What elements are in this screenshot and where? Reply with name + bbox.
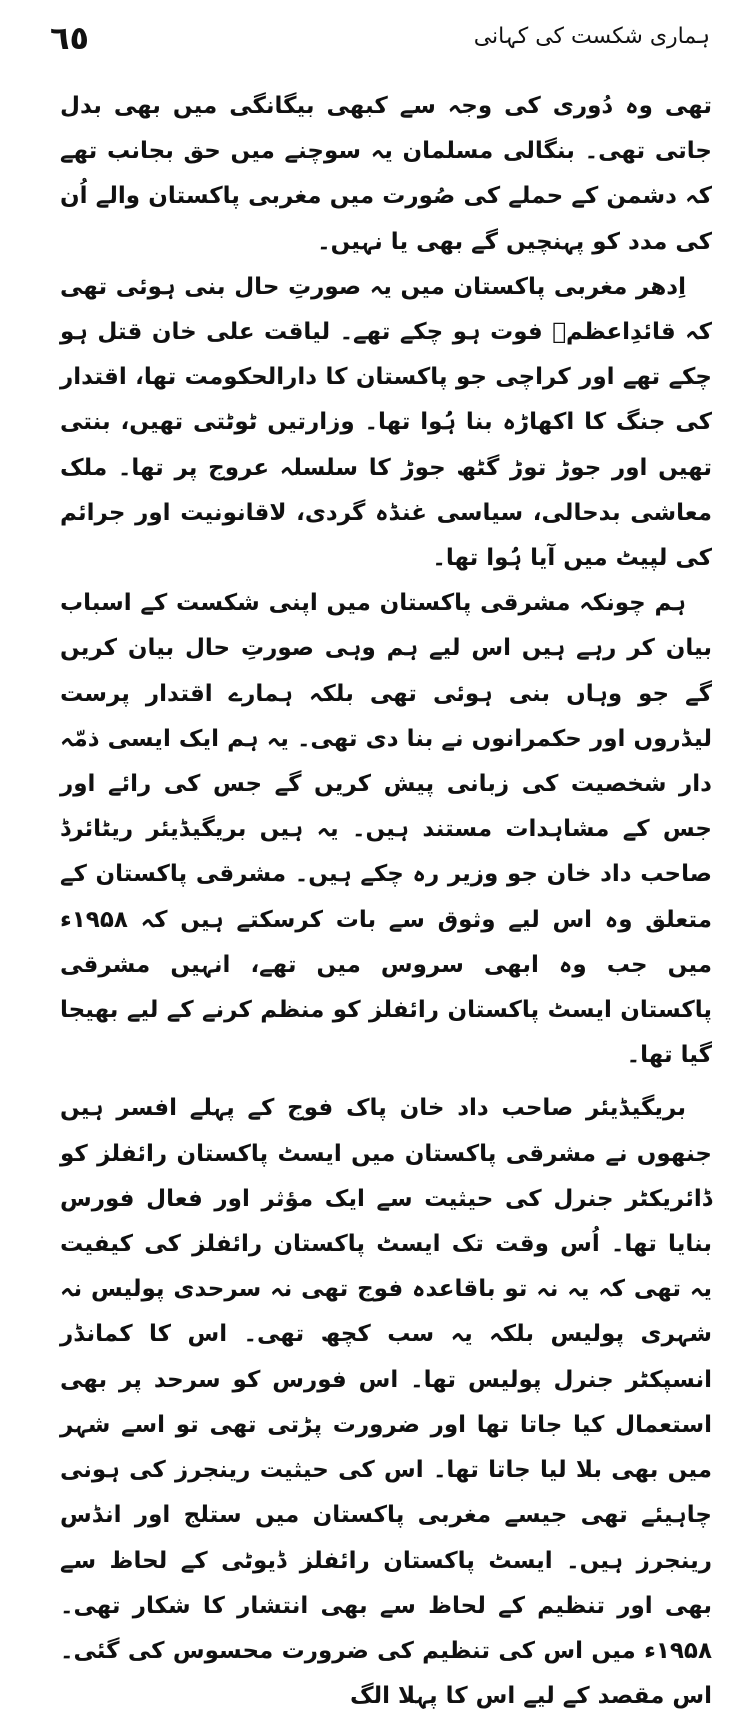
paragraph: اِدھر مغربی پاکستان میں یہ صورتِ حال بنی ہوئی تھی کہ قائدِاعظمؒ فوت ہو چکے تھے۔ لیاقت علی خان قتل ہو چکے تھے اور کراچی جو پاکستان کا دارالحکومت تھا، اقتدار کی جنگ کا اکھاڑہ بنا ہُوا تھا۔ وزارتیں ٹوٹتی تھیں، بنتی تھیں اور جوڑ توڑ گٹھ جوڑ کا سلسلہ عروج پر تھا۔ ملک معاشی بدحالی، سیاسی غنڈہ گردی، لاقانونیت اور جرائم کی لپیٹ میں آیا ہُوا تھا۔ <box>60 273 712 572</box>
paragraph: تھی وہ دُوری کی وجہ سے کبھی بیگانگی میں بھی بدل جاتی تھی۔ بنگالی مسلمان یہ سوچنے میں حق بجانب تھے کہ دشمن کے حملے کی صُورت میں مغربی پاکستان والے اُن کی مدد کو پہنچیں گے بھی یا نہیں۔ <box>60 93 712 255</box>
body-text <box>60 84 712 1719</box>
paragraph: ہم چونکہ مشرقی پاکستان میں اپنی شکست کے اسباب بیان کر رہے ہیں اس لیے ہم وہی صورتِ حال بیان کریں گے جو وہاں بنی ہوئی تھی بلکہ ہمارے اقتدار پرست لیڈروں اور حکمرانوں نے بنا دی تھی۔ یہ ہم ایک ایسی ذمّہ دار شخصیت کی زبانی پیش کریں گے جس کی رائے اور جس کے مشاہدات مستند ہیں۔ یہ ہیں بریگیڈیئر ریٹائرڈ صاحب داد خان جو وزیر رہ چکے ہیں۔ مشرقی پاکستان کے متعلق وہ اس لیے وثوق سے بات کرسکتے ہیں کہ ۱۹۵۸ء میں جب وہ ابھی سروس میں تھے، انہیں مشرقی پاکستان ایسٹ پاکستان رائفلز کو منظم کرنے کے لیے بھیجا گیا تھا۔ <box>60 590 712 1069</box>
page-header <box>40 14 710 58</box>
page-number: ٦٥ <box>50 19 90 57</box>
running-title: ہماری شکست کی کہانی <box>473 24 710 49</box>
paragraph: بریگیڈیئر صاحب داد خان پاک فوج کے پہلے افسر ہیں جنھوں نے مشرقی پاکستان میں ایسٹ پاکستان رائفلز کو ڈائریکٹر جنرل کی حیثیت سے ایک مؤثر اور فعال فورس بنایا تھا۔ اُس وقت تک ایسٹ پاکستان رائفلز کی کیفیت یہ تھی کہ یہ نہ تو باقاعدہ فوج تھی نہ سرحدی پولیس نہ شہری پولیس بلکہ یہ سب کچھ تھی۔ اس کا کمانڈر انسپکٹر جنرل پولیس تھا۔ اس فورس کو سرحد پر بھی استعمال کیا جاتا تھا اور ضرورت پڑتی تھی تو اسے شہر میں بھی بلا لیا جاتا تھا۔ اس کی حیثیت رینجرز کی ہونی چاہیئے تھی جیسے مغربی پاکستان میں ستلج اور انڈس رینجرز ہیں۔ ایسٹ پاکستان رائفلز ڈیوٹی کے لحاظ سے بھی اور تنظیم کے لحاظ سے بھی انتشار کا شکار تھی۔ ۱۹۵۸ء میں اس کی تنظیم کی ضرورت محسوس کی گئی۔ اس مقصد کے لیے اس کا پہلا الگ <box>60 1095 712 1710</box>
